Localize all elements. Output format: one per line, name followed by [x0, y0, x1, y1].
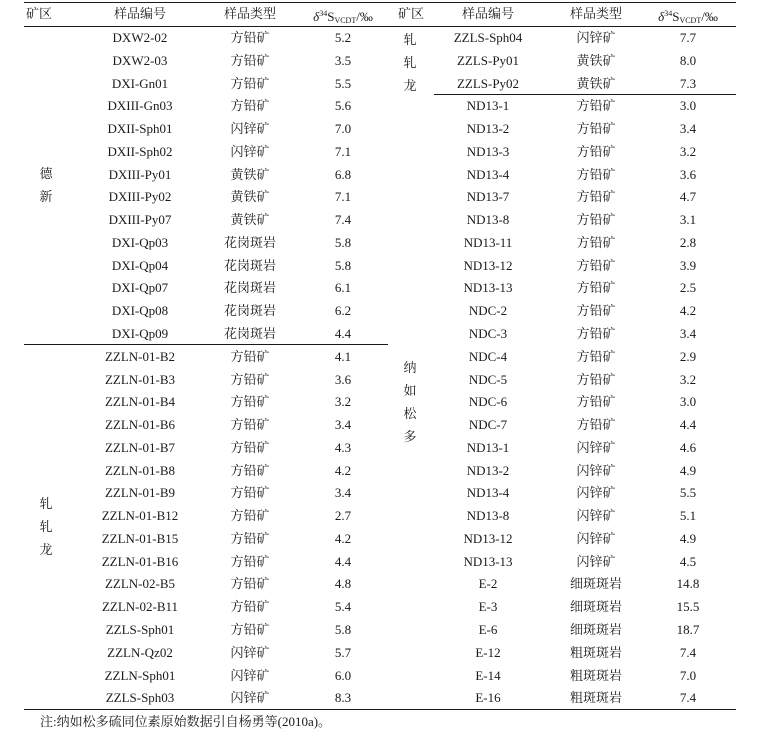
- table-cell-id: ZZLN-01-B15: [101, 530, 179, 546]
- table-cell-type: 细斑斑岩: [569, 599, 622, 615]
- table-cell-type: 闪锌矿: [576, 462, 616, 478]
- table-cell-type: 方铅矿: [576, 303, 616, 319]
- table-cell-id: ZZLN-01-B6: [104, 417, 176, 433]
- table-cell-value: 4.9: [679, 530, 697, 546]
- table-cell-value: 7.1: [334, 143, 352, 159]
- table-cell-id: ND13-12: [463, 530, 513, 546]
- table-cell-value: 5.4: [334, 599, 352, 615]
- table-cell-id: DXI-Qp04: [111, 257, 169, 273]
- table-cell-value: 5.8: [334, 257, 352, 273]
- table-cell-id: ND13-1: [466, 98, 510, 114]
- table-cell-id: DXI-Qp08: [111, 303, 169, 319]
- table-cell-value: 3.2: [679, 143, 697, 159]
- table-cell-type: 方铅矿: [230, 485, 270, 501]
- table-cell-id: DXII-Sph02: [107, 143, 173, 159]
- table-cell-value: 4.7: [679, 189, 697, 205]
- table-cell-type: 方铅矿: [230, 599, 270, 615]
- table-cell-type: 细斑斑岩: [569, 576, 622, 592]
- table-cell-id: NDC-5: [468, 371, 508, 387]
- table-cell-value: 7.4: [679, 644, 697, 660]
- table-cell-value: 7.3: [679, 75, 697, 91]
- table-cell-id: ND13-4: [466, 485, 510, 501]
- table-cell-id: ZZLS-Sph04: [453, 30, 523, 45]
- table-cell-value: 4.3: [334, 439, 352, 455]
- table-cell-type: 闪锌矿: [576, 553, 616, 569]
- table-cell-id: ZZLS-Sph01: [105, 622, 175, 638]
- table-cell-id: ZZLN-Qz02: [107, 644, 173, 660]
- table-cell-type: 方铅矿: [230, 439, 270, 455]
- table-cell-id: ZZLS-Sph03: [105, 690, 175, 706]
- table-cell-type: 方铅矿: [230, 508, 270, 524]
- table-cell-id: ZZLN-01-B9: [104, 485, 176, 501]
- table-cell-value: 3.9: [679, 257, 697, 273]
- table-cell-type: 黄铁矿: [230, 212, 270, 228]
- table-cell-type: 方铅矿: [230, 622, 270, 638]
- table-cell-value: 3.0: [679, 394, 697, 410]
- table-cell-type: 方铅矿: [230, 52, 270, 68]
- table-cell-type: 闪锌矿: [230, 143, 270, 159]
- table-cell-type: 方铅矿: [230, 417, 270, 433]
- table-cell-type: 方铅矿: [576, 348, 616, 364]
- table-cell-type: 方铅矿: [576, 234, 616, 250]
- table-cell-value: 3.1: [679, 212, 697, 228]
- table-cell-type: 方铅矿: [576, 166, 616, 182]
- table-cell-value: 5.8: [334, 622, 352, 638]
- table-cell-value: 4.9: [679, 462, 697, 478]
- table-cell-value: 3.4: [334, 485, 352, 501]
- table-cell-type: 方铅矿: [576, 98, 616, 114]
- table-cell-value: 7.4: [334, 212, 352, 228]
- table-cell-type: 方铅矿: [576, 257, 616, 273]
- table-cell-type: 方铅矿: [576, 189, 616, 205]
- table-cell-type: 方铅矿: [230, 98, 270, 114]
- table-cell-value: 3.4: [334, 417, 352, 433]
- table-cell-value: 2.9: [679, 348, 697, 364]
- table-cell-type: 闪锌矿: [230, 644, 270, 660]
- table-cell-type: 细斑斑岩: [569, 622, 622, 638]
- table-cell-type: 粗斑斑岩: [569, 690, 622, 706]
- table-cell-id: DXI-Qp03: [111, 234, 169, 250]
- table-cell-value: 7.1: [334, 189, 352, 205]
- table-cell-id: NDC-3: [468, 326, 508, 341]
- table-cell-type: 闪锌矿: [576, 30, 616, 45]
- table-cell-id: DXIII-Gn03: [107, 98, 173, 114]
- table-cell-value: 8.3: [334, 690, 352, 706]
- table-cell-value: 4.2: [334, 530, 352, 546]
- table-cell-value: 3.6: [679, 166, 697, 182]
- table-cell-value: 5.8: [334, 234, 352, 250]
- group-label-naru-songduo: 纳 如 松 多: [403, 360, 417, 444]
- table-cell-type: 方铅矿: [576, 371, 616, 387]
- header-area-right: 矿区: [398, 6, 425, 21]
- table-cell-id: ND13-13: [463, 553, 513, 569]
- table-cell-type: 方铅矿: [230, 75, 270, 91]
- table-cell-type: 方铅矿: [576, 143, 616, 159]
- table-cell-type: 方铅矿: [230, 348, 270, 364]
- table-cell-type: 闪锌矿: [576, 485, 616, 501]
- table-cell-id: ZZLN-Sph01: [104, 667, 176, 683]
- group-label-zhazhalong-right: 轧 轧 龙: [403, 32, 417, 93]
- table-cell-type: 花岗斑岩: [223, 234, 276, 250]
- table-cell-id: ND13-2: [466, 462, 510, 478]
- table-cell-id: ZZLN-01-B4: [104, 394, 176, 410]
- table-cell-id: E-3: [478, 599, 498, 615]
- table-cell-value: 4.4: [679, 417, 697, 433]
- table-cell-type: 方铅矿: [576, 394, 616, 410]
- table-cell-value: 6.8: [334, 166, 352, 182]
- table-cell-id: ZZLN-01-B16: [101, 553, 179, 569]
- group-label-dexin: 德 新: [39, 166, 53, 204]
- table-cell-id: DXIII-Py02: [108, 189, 172, 205]
- table-cell-value: 6.0: [334, 667, 352, 683]
- table-cell-id: NDC-7: [468, 417, 508, 433]
- table-cell-id: E-12: [475, 644, 501, 660]
- table-cell-value: 4.8: [334, 576, 352, 592]
- header-id-right: 样品编号: [461, 6, 514, 21]
- table-cell-id: E-16: [475, 690, 501, 706]
- table-cell-id: E-6: [478, 622, 498, 638]
- header-area-left: 矿区: [26, 6, 53, 21]
- table-cell-id: DXII-Sph01: [107, 121, 173, 137]
- table-cell-type: 闪锌矿: [576, 530, 616, 546]
- table-cell-value: 5.5: [334, 75, 352, 91]
- table-cell-type: 花岗斑岩: [223, 326, 276, 341]
- table-cell-type: 方铅矿: [230, 576, 270, 592]
- table-cell-type: 闪锌矿: [230, 121, 270, 137]
- table-cell-id: ZZLN-01-B2: [104, 348, 176, 364]
- table-cell-type: 粗斑斑岩: [569, 667, 622, 683]
- table-cell-value: 3.4: [679, 326, 697, 341]
- table-cell-id: DXI-Qp07: [111, 280, 169, 296]
- table-cell-value: 3.4: [679, 121, 697, 137]
- table-top-rule: [24, 2, 736, 3]
- table-cell-id: ZZLN-01-B12: [101, 508, 179, 524]
- table-cell-type: 闪锌矿: [230, 690, 270, 706]
- table-cell-value: 8.0: [679, 52, 697, 68]
- table-cell-type: 方铅矿: [576, 326, 616, 341]
- table-cell-value: 7.7: [679, 30, 697, 45]
- table-cell-value: 4.2: [679, 303, 697, 319]
- table-cell-id: ZZLS-Py01: [456, 52, 520, 68]
- header-id-left: 样品编号: [113, 6, 166, 21]
- table-cell-type: 黄铁矿: [230, 189, 270, 205]
- table-cell-value: 18.7: [676, 622, 700, 638]
- table-cell-type: 方铅矿: [230, 394, 270, 410]
- table-cell-id: NDC-2: [468, 303, 508, 319]
- table-cell-value: 14.8: [676, 576, 700, 592]
- table-cell-id: DXW2-02: [112, 30, 168, 45]
- table-cell-id: ZZLN-02-B11: [101, 599, 179, 615]
- table-cell-id: ND13-11: [463, 234, 513, 250]
- table-cell-value: 5.7: [334, 644, 352, 660]
- table-cell-id: ND13-12: [463, 257, 513, 273]
- table-cell-type: 方铅矿: [230, 462, 270, 478]
- table-cell-id: NDC-6: [468, 394, 508, 410]
- table-cell-type: 方铅矿: [230, 371, 270, 387]
- table-cell-type: 方铅矿: [576, 212, 616, 228]
- table-cell-type: 闪锌矿: [576, 508, 616, 524]
- table-cell-type: 方铅矿: [230, 530, 270, 546]
- header-delta-left: $\delta^{34}S_{VCDT}/‰$: [313, 9, 373, 25]
- table-cell-id: ND13-7: [466, 189, 510, 205]
- table-cell-type: 方铅矿: [230, 553, 270, 569]
- table-cell-id: DXIII-Py07: [108, 212, 172, 228]
- table-cell-id: ND13-4: [466, 166, 510, 182]
- table-cell-value: 6.1: [334, 280, 352, 296]
- header-type-right: 样品类型: [569, 6, 622, 21]
- table-cell-type: 花岗斑岩: [223, 257, 276, 273]
- table-cell-value: 7.4: [679, 690, 697, 706]
- table-cell-type: 粗斑斑岩: [569, 644, 622, 660]
- table-cell-value: 5.6: [334, 98, 352, 114]
- table-cell-value: 2.5: [679, 280, 697, 296]
- table-cell-value: 3.2: [334, 394, 352, 410]
- table-cell-value: 3.2: [679, 371, 697, 387]
- table-cell-value: 4.2: [334, 462, 352, 478]
- table-cell-value: 7.0: [334, 121, 352, 137]
- table-cell-id: ND13-8: [466, 508, 510, 524]
- table-cell-id: E-14: [475, 667, 501, 683]
- table-cell-value: 3.6: [334, 371, 352, 387]
- table-cell-id: NDC-4: [468, 348, 508, 364]
- table-cell-type: 方铅矿: [576, 417, 616, 433]
- table-note: 注:纳如松多硫同位素原始数据引自杨勇等(2010a)。: [40, 714, 332, 729]
- table-cell-id: ND13-3: [466, 143, 510, 159]
- header-type-left: 样品类型: [223, 6, 276, 21]
- table-cell-id: ZZLN-01-B8: [104, 462, 176, 478]
- table-cell-id: ND13-1: [466, 439, 510, 455]
- table-cell-id: E-2: [478, 576, 498, 592]
- table-cell-value: 6.2: [334, 303, 352, 319]
- table-cell-value: 4.5: [679, 553, 697, 569]
- table-cell-type: 方铅矿: [230, 30, 270, 45]
- table-cell-value: 4.4: [334, 553, 352, 569]
- table-cell-id: ND13-2: [466, 121, 510, 137]
- table-cell-type: 花岗斑岩: [223, 303, 276, 319]
- table-cell-value: 7.0: [679, 667, 697, 683]
- table-cell-type: 黄铁矿: [576, 75, 616, 91]
- table-cell-id: DXI-Qp09: [111, 326, 169, 341]
- table-cell-id: DXI-Gn01: [111, 75, 169, 91]
- table-cell-id: ND13-8: [466, 212, 510, 228]
- table-cell-type: 闪锌矿: [576, 439, 616, 455]
- table-cell-value: 2.7: [334, 508, 352, 524]
- table-cell-value: 4.6: [679, 439, 697, 455]
- table-cell-type: 方铅矿: [576, 121, 616, 137]
- header-delta-right: $\delta^{34}S_{VCDT}/‰$: [658, 9, 718, 25]
- table-cell-id: ZZLN-02-B5: [104, 576, 176, 592]
- table-cell-id: DXW2-03: [112, 52, 168, 68]
- group-label-zhazhalong-left: 轧 轧 龙: [39, 496, 53, 557]
- table-cell-value: 5.2: [334, 30, 352, 45]
- table-cell-id: ZZLS-Py02: [456, 75, 520, 91]
- table-cell-value: 15.5: [676, 599, 700, 615]
- table-cell-id: DXIII-Py01: [108, 166, 172, 182]
- table-cell-value: 4.1: [334, 348, 352, 364]
- table-cell-type: 黄铁矿: [230, 166, 270, 182]
- table-cell-id: ZZLN-01-B7: [104, 439, 176, 455]
- table-cell-type: 闪锌矿: [230, 667, 270, 683]
- table-cell-id: ND13-13: [463, 280, 513, 296]
- table-cell-type: 黄铁矿: [576, 52, 616, 68]
- table-cell-value: 5.1: [679, 508, 697, 524]
- table-cell-value: 2.8: [679, 234, 697, 250]
- table-cell-value: 3.5: [334, 52, 352, 68]
- table-cell-value: 3.0: [679, 98, 697, 114]
- table-cell-id: ZZLN-01-B3: [104, 371, 176, 387]
- table-cell-type: 方铅矿: [576, 280, 616, 296]
- table-cell-value: 4.4: [334, 326, 352, 341]
- table-cell-type: 花岗斑岩: [223, 280, 276, 296]
- table-cell-value: 5.5: [679, 485, 697, 501]
